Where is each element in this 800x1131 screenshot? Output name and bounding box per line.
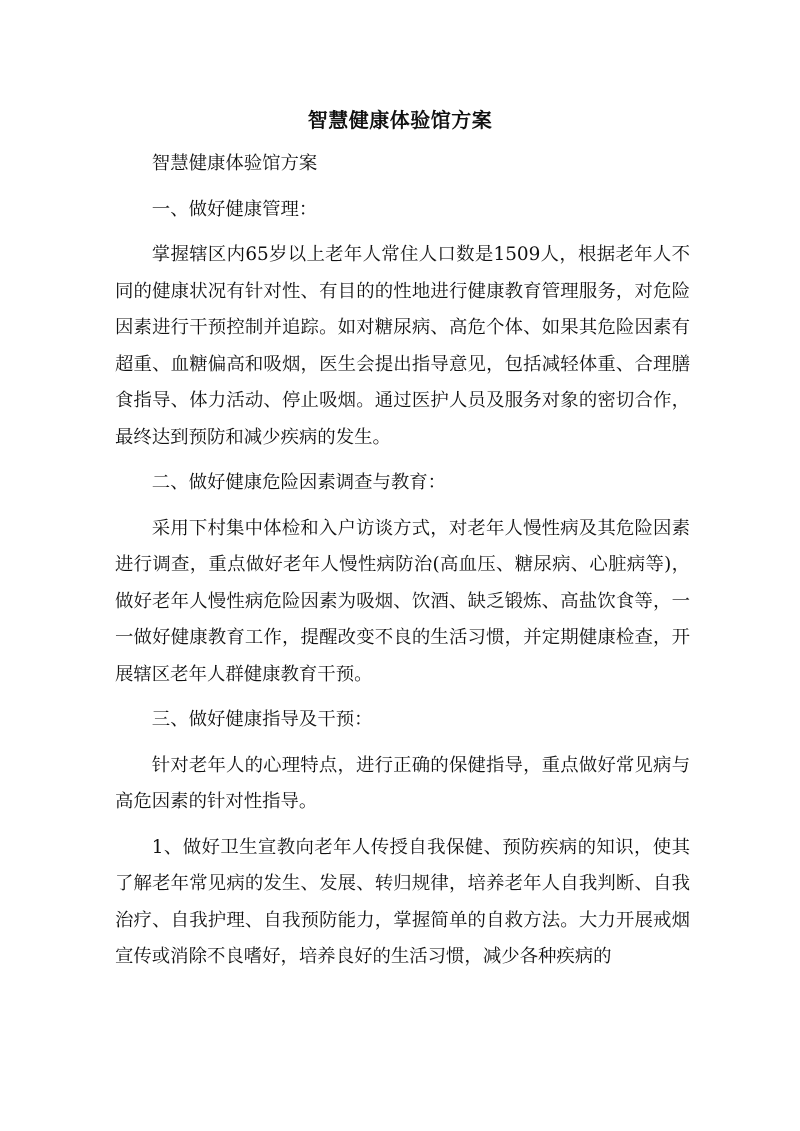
document-title: 智慧健康体验馆方案	[307, 108, 493, 132]
paragraph-subtitle: 智慧健康体验馆方案	[151, 153, 318, 174]
paragraph-risk-survey: 采用下村集中体检和入户访谈方式，对老年人慢性病及其危险因素进行调查，重点做好老年人慢性病防治(高血压、糖尿病、心脏病等)，做好老年人慢性病危险因素为吸烟、饮酒、缺乏锻炼、高盐饮食等，一一做好健康教育工作，提醒改变不良的生活习惯，并定期健康检查，开展辖区老年人群健康教育干预。	[115, 517, 690, 685]
paragraph-health-education: 1、做好卫生宣教向老年人传授自我保健、预防疾病的知识，使其了解老年常见病的发生、发展、转归规律，培养老年人自我判断、自我治疗、自我护理、自我预防能力，掌握简单的自救方法。大力开展戒烟宣传或消除不良嗜好，培养良好的生活习惯，减少各种疾病的	[115, 836, 690, 967]
section-heading-2: 二、做好健康危险因素调查与教育：	[151, 472, 447, 493]
document-body	[115, 146, 690, 985]
section-heading-1: 一、做好健康管理：	[151, 198, 318, 220]
paragraph-guidance-intro: 针对老年人的心理特点，进行正确的保健指导，重点做好常见病与高危因素的针对性指导。	[115, 754, 690, 812]
paragraph-health-management: 掌握辖区内65岁以上老年人常住人口数是1509人，根据老年人不同的健康状况有针对性、有目的的性地进行健康教育管理服务，对危险因素进行干预控制并追踪。如对糖尿病、高危个体、如果其危险因素有超重、血糖偏高和吸烟，医生会提出指导意见，包括减轻体重、合理膳食指导、体力活动、停止吸烟。通过医护人员及服务对象的密切合作，最终达到预防和减少疾病的发生。	[115, 244, 690, 448]
section-heading-3: 三、做好健康指导及干预：	[151, 709, 373, 730]
